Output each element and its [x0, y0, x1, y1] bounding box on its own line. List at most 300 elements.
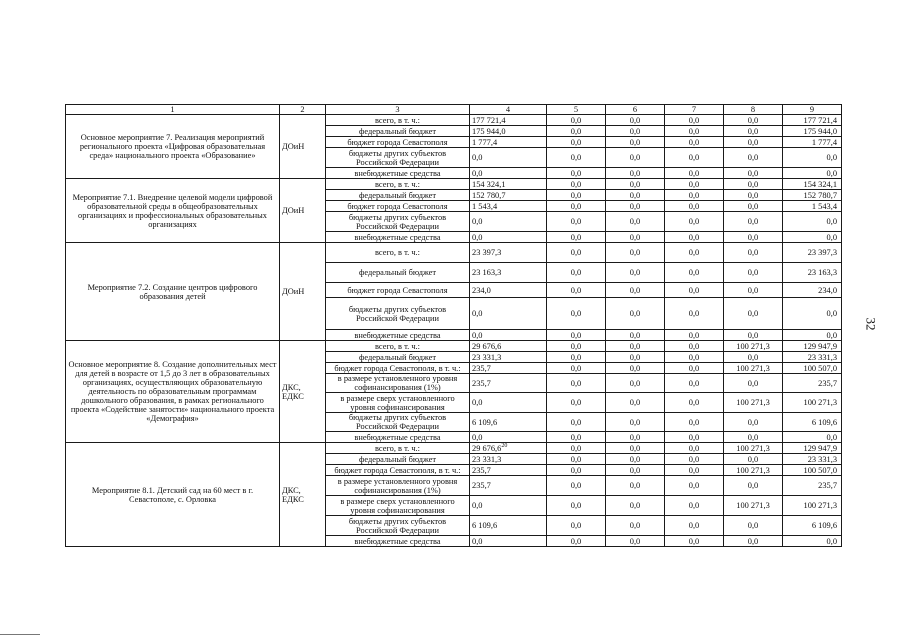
amount-value: 0,0: [747, 268, 759, 277]
amount-value: 0,0: [570, 190, 582, 200]
amount-value: 154 324,1: [472, 179, 506, 189]
amount-cell: [724, 283, 783, 298]
amount-value: 0,0: [688, 481, 700, 490]
amount-value: 0,0: [688, 190, 700, 200]
amount-value: 0,0: [570, 536, 582, 546]
amount-value: 1 777,4: [811, 137, 837, 147]
amount-value: 0,0: [688, 137, 700, 147]
funding-source: бюджет города Севастополя: [326, 137, 470, 148]
amount-value: 235,7: [472, 363, 491, 373]
amount-value: 0,0: [570, 443, 582, 453]
amount-cell: [547, 126, 606, 137]
amount-cell: [665, 115, 724, 126]
funding-source: бюджет города Севастополя, в т. ч.:: [326, 465, 470, 476]
amount-cell: [547, 393, 606, 413]
amount-value: 0,0: [688, 126, 700, 136]
amount-value: 6 109,6: [472, 521, 498, 530]
amount-cell: [783, 476, 842, 496]
amount-value: 1 543,4: [811, 201, 837, 211]
amount-value: 0,0: [629, 417, 641, 427]
amount-cell: [783, 263, 842, 283]
amount-cell: [724, 263, 783, 283]
amount-cell: [724, 179, 783, 190]
header-col-7: 7: [665, 105, 724, 115]
amount-cell: [547, 363, 606, 374]
amount-value: 100 271,3: [803, 398, 837, 407]
amount-value: 235,7: [472, 465, 491, 475]
amount-value: 0,0: [570, 232, 582, 242]
amount-cell: [783, 363, 842, 374]
event-title: Основное мероприятие 8. Создание дополнительных мест для детей в возрасте от 1,5 до 3 лет в образовательных организациях, осуществляющих образовательную деятельность по образовательным программам дошкольного образования, в рамках регионального проекта «Содействие занятости» национального проекта «Демография»: [66, 341, 280, 443]
amount-value: 0,0: [472, 536, 483, 546]
amount-value: 0,0: [629, 232, 641, 242]
amount-cell: [470, 374, 547, 393]
amount-cell: [470, 393, 547, 413]
amount-cell: [606, 330, 665, 341]
amount-cell: [665, 465, 724, 476]
funding-source: всего, в т. ч.:: [326, 115, 470, 126]
amount-cell: [665, 476, 724, 496]
amount-cell: [470, 190, 547, 201]
amount-cell: [665, 179, 724, 190]
amount-value: 6 109,6: [811, 521, 837, 530]
amount-value: 100 507,0: [803, 465, 837, 475]
amount-value: 0,0: [570, 454, 582, 464]
amount-value: 0,0: [629, 179, 641, 189]
amount-value: 0,0: [826, 309, 837, 318]
amount-cell: [665, 393, 724, 413]
funding-source: федеральный бюджет: [326, 352, 470, 363]
amount-cell: [606, 496, 665, 516]
amount-cell: [470, 263, 547, 283]
amount-cell: [665, 232, 724, 243]
amount-value: 0,0: [747, 201, 759, 211]
amount-cell: [470, 232, 547, 243]
amount-cell: [606, 201, 665, 212]
funding-source: федеральный бюджет: [326, 190, 470, 201]
executor-cell: ДКС, ЕДКС: [280, 341, 326, 443]
amount-cell: [606, 465, 665, 476]
amount-cell: [547, 454, 606, 465]
amount-cell: [470, 243, 547, 263]
amount-cell: [547, 536, 606, 547]
amount-cell: [470, 454, 547, 465]
amount-cell: [606, 516, 665, 536]
amount-cell: [606, 393, 665, 413]
header-row: [66, 105, 842, 115]
amount-value: 0,0: [688, 285, 700, 295]
amount-value: 0,0: [747, 454, 759, 464]
executor-cell: ДОиН: [280, 179, 326, 243]
amount-cell: [724, 363, 783, 374]
amount-cell: [606, 413, 665, 432]
amount-value: 0,0: [688, 268, 700, 277]
amount-value: 29 676,6: [472, 341, 502, 351]
funding-source: бюджет города Севастополя: [326, 283, 470, 298]
amount-cell: [606, 476, 665, 496]
amount-cell: [665, 374, 724, 393]
amount-cell: [547, 298, 606, 330]
amount-cell: [606, 190, 665, 201]
amount-value: 0,0: [747, 232, 759, 242]
event-title: Мероприятие 7.2. Создание центров цифрового образования детей: [66, 243, 280, 341]
executor-cell: ДКС, ЕДКС: [280, 443, 326, 547]
amount-cell: [783, 179, 842, 190]
amount-cell: [547, 432, 606, 443]
amount-value: 0,0: [688, 363, 700, 373]
amount-value: 0,0: [629, 115, 641, 125]
amount-value: 0,0: [688, 168, 700, 178]
amount-value: 100 271,3: [736, 443, 770, 453]
table-row: [66, 243, 842, 263]
amount-cell: [547, 516, 606, 536]
amount-cell: [783, 212, 842, 232]
amount-cell: [783, 148, 842, 168]
amount-value: 0,0: [570, 309, 582, 318]
amount-cell: [724, 465, 783, 476]
amount-cell: [547, 179, 606, 190]
amount-value: 175 944,0: [472, 126, 506, 136]
amount-value: 29 676,6: [472, 443, 502, 453]
amount-value: 0,0: [570, 363, 582, 373]
amount-value: 0,0: [747, 217, 759, 226]
amount-cell: [606, 432, 665, 443]
amount-cell: [606, 179, 665, 190]
amount-value: 0,0: [472, 217, 483, 226]
amount-value: 0,0: [472, 398, 483, 407]
amount-cell: [547, 115, 606, 126]
funding-source: в размере сверх установленного уровня софинансирования: [326, 393, 470, 413]
amount-value: 0,0: [629, 378, 641, 388]
amount-cell: [606, 454, 665, 465]
amount-value: 0,0: [747, 378, 759, 388]
amount-value: 0,0: [688, 330, 700, 340]
amount-cell: [470, 137, 547, 148]
amount-cell: [547, 232, 606, 243]
event-title: Основное мероприятие 7. Реализация мероприятий регионального проекта «Цифровая образовательная среда» национального проекта «Образование»: [66, 115, 280, 179]
amount-value: 0,0: [570, 378, 582, 388]
amount-cell: [783, 443, 842, 454]
amount-value: 0,0: [629, 398, 641, 407]
amount-value: 0,0: [688, 179, 700, 189]
amount-cell: [606, 212, 665, 232]
amount-cell: [606, 137, 665, 148]
amount-cell: [606, 374, 665, 393]
amount-value: 100 271,3: [736, 363, 770, 373]
amount-value: 0,0: [747, 352, 759, 362]
amount-cell: [606, 243, 665, 263]
amount-value: 0,0: [747, 432, 759, 442]
amount-cell: [783, 352, 842, 363]
amount-cell: [783, 115, 842, 126]
amount-value: 0,0: [688, 465, 700, 475]
amount-cell: [724, 536, 783, 547]
amount-value: 0,0: [826, 153, 837, 162]
amount-cell: [783, 341, 842, 352]
amount-cell: [724, 126, 783, 137]
amount-cell: [665, 516, 724, 536]
amount-cell: [547, 443, 606, 454]
amount-value: 0,0: [747, 309, 759, 318]
event-title: Мероприятие 8.1. Детский сад на 60 мест в г. Севастополе, с. Орловка: [66, 443, 280, 547]
amount-value: 235,7: [818, 378, 837, 388]
amount-value: 1 777,4: [472, 137, 498, 147]
amount-value: 0,0: [688, 217, 700, 226]
amount-value: 1 543,4: [472, 201, 498, 211]
amount-cell: [470, 432, 547, 443]
amount-cell: [547, 243, 606, 263]
amount-cell: [470, 476, 547, 496]
amount-cell: [665, 443, 724, 454]
amount-value: 0,0: [629, 363, 641, 373]
amount-value: 100 271,3: [736, 398, 770, 407]
amount-cell: [606, 443, 665, 454]
funding-source: в размере установленного уровня софинансирования (1%): [326, 374, 470, 393]
amount-value: 0,0: [688, 115, 700, 125]
header-col-3: 3: [326, 105, 470, 115]
funding-source: бюджеты других субъектов Российской Федерации: [326, 298, 470, 330]
amount-value: 0,0: [570, 501, 582, 510]
amount-value: 0,0: [472, 168, 483, 178]
amount-cell: [665, 201, 724, 212]
amount-value: 23 163,3: [807, 268, 837, 277]
amount-value: 0,0: [688, 309, 700, 318]
amount-value: 0,0: [629, 465, 641, 475]
amount-cell: [470, 341, 547, 352]
amount-cell: [470, 352, 547, 363]
amount-cell: [470, 363, 547, 374]
amount-cell: [783, 298, 842, 330]
amount-cell: [470, 536, 547, 547]
amount-cell: [547, 341, 606, 352]
amount-cell: [783, 374, 842, 393]
amount-cell: [665, 352, 724, 363]
amount-cell: [665, 212, 724, 232]
amount-value: 0,0: [629, 481, 641, 490]
amount-value: 0,0: [688, 248, 700, 257]
amount-value: 0,0: [826, 217, 837, 226]
amount-value: 0,0: [570, 285, 582, 295]
amount-cell: [724, 148, 783, 168]
amount-cell: [665, 496, 724, 516]
amount-value: 177 721,4: [803, 115, 837, 125]
funding-source: внебюджетные средства: [326, 168, 470, 179]
amount-cell: [470, 212, 547, 232]
amount-cell: [665, 137, 724, 148]
executor-cell: ДОиН: [280, 243, 326, 341]
header-col-2: 2: [280, 105, 326, 115]
amount-cell: [606, 363, 665, 374]
amount-cell: [783, 454, 842, 465]
amount-cell: [724, 443, 783, 454]
amount-cell: [724, 201, 783, 212]
funding-source: бюджеты других субъектов Российской Федерации: [326, 148, 470, 168]
amount-value: 0,0: [570, 341, 582, 351]
amount-cell: [783, 432, 842, 443]
amount-value: 6 109,6: [472, 417, 498, 427]
amount-cell: [665, 298, 724, 330]
amount-cell: [724, 341, 783, 352]
amount-value: 23 331,3: [472, 352, 502, 362]
amount-value: 0,0: [747, 536, 759, 546]
amount-value: 0,0: [688, 153, 700, 162]
amount-cell: [724, 413, 783, 432]
funding-source: федеральный бюджет: [326, 454, 470, 465]
amount-value: 0,0: [629, 330, 641, 340]
amount-value: 23 331,3: [472, 454, 502, 464]
amount-cell: [470, 201, 547, 212]
amount-cell: [606, 168, 665, 179]
amount-value: 0,0: [629, 341, 641, 351]
amount-value: 0,0: [747, 168, 759, 178]
header-col-5: 5: [547, 105, 606, 115]
bottom-rule: [0, 634, 40, 635]
amount-value: 0,0: [747, 137, 759, 147]
amount-cell: [665, 168, 724, 179]
amount-value: 0,0: [570, 352, 582, 362]
amount-cell: [783, 137, 842, 148]
amount-value: 152 780,7: [803, 190, 837, 200]
amount-value: 235,7: [818, 481, 837, 490]
funding-source: всего, в т. ч.:: [326, 341, 470, 352]
amount-value: 100 271,3: [736, 465, 770, 475]
amount-value: 0,0: [747, 248, 759, 257]
amount-value: 0,0: [747, 417, 759, 427]
table-row: [66, 443, 842, 454]
amount-value: 0,0: [688, 378, 700, 388]
header-col-1: 1: [66, 105, 280, 115]
amount-value: 0,0: [688, 352, 700, 362]
amount-value: 0,0: [747, 126, 759, 136]
amount-cell: [547, 496, 606, 516]
amount-cell: [606, 352, 665, 363]
executor-cell: ДОиН: [280, 115, 326, 179]
amount-cell: [470, 516, 547, 536]
amount-value: 129 947,9: [803, 341, 837, 351]
amount-cell: [783, 243, 842, 263]
amount-value: 0,0: [747, 179, 759, 189]
amount-cell: [547, 201, 606, 212]
amount-cell: [606, 232, 665, 243]
amount-value: 0,0: [570, 179, 582, 189]
amount-value: 6 109,6: [811, 417, 837, 427]
amount-cell: [724, 454, 783, 465]
amount-value: 0,0: [472, 232, 483, 242]
amount-cell: [665, 263, 724, 283]
amount-cell: [606, 536, 665, 547]
amount-cell: [783, 413, 842, 432]
amount-cell: [783, 126, 842, 137]
amount-cell: [665, 126, 724, 137]
amount-cell: [547, 137, 606, 148]
amount-cell: [547, 330, 606, 341]
amount-value: 0,0: [747, 330, 759, 340]
amount-value: 100 271,3: [803, 501, 837, 510]
amount-value: 235,7: [472, 481, 491, 490]
amount-cell: [724, 137, 783, 148]
amount-value: 0,0: [629, 352, 641, 362]
amount-cell: [724, 432, 783, 443]
funding-source: внебюджетные средства: [326, 432, 470, 443]
amount-value: 100 507,0: [803, 363, 837, 373]
amount-cell: [470, 413, 547, 432]
amount-value: 0,0: [570, 268, 582, 277]
amount-value: 23 331,3: [807, 454, 837, 464]
table-row: [66, 115, 842, 126]
amount-value: 0,0: [629, 153, 641, 162]
funding-source: внебюджетные средства: [326, 330, 470, 341]
amount-value: 0,0: [688, 521, 700, 530]
amount-value: 0,0: [472, 330, 483, 340]
amount-cell: [606, 263, 665, 283]
amount-cell: [783, 201, 842, 212]
amount-cell: [606, 115, 665, 126]
amount-value: 0,0: [747, 190, 759, 200]
amount-value: 0,0: [688, 232, 700, 242]
amount-value: 0,0: [629, 248, 641, 257]
amount-cell: [606, 298, 665, 330]
amount-value: 0,0: [570, 248, 582, 257]
funding-source: бюджеты других субъектов Российской Федерации: [326, 516, 470, 536]
amount-cell: [470, 168, 547, 179]
amount-value: 0,0: [629, 521, 641, 530]
amount-cell: [547, 148, 606, 168]
amount-value: 23 331,3: [807, 352, 837, 362]
funding-source: внебюджетные средства: [326, 232, 470, 243]
amount-value: 0,0: [688, 501, 700, 510]
amount-value: 152 780,7: [472, 190, 506, 200]
amount-value: 234,0: [818, 285, 837, 295]
amount-value: 100 271,3: [736, 341, 770, 351]
amount-value: 23 163,3: [472, 268, 502, 277]
amount-value: 177 721,4: [472, 115, 506, 125]
amount-value: 234,0: [472, 285, 491, 295]
amount-cell: [470, 465, 547, 476]
amount-value: 0,0: [570, 398, 582, 407]
amount-cell: [783, 496, 842, 516]
footnote-mark: 20: [501, 442, 508, 449]
amount-value: 0,0: [629, 536, 641, 546]
funding-source: федеральный бюджет: [326, 126, 470, 137]
amount-value: 0,0: [747, 481, 759, 490]
amount-cell: [547, 465, 606, 476]
amount-cell: [724, 190, 783, 201]
amount-cell: [470, 298, 547, 330]
amount-cell: [470, 115, 547, 126]
amount-cell: [665, 190, 724, 201]
amount-value: 0,0: [629, 443, 641, 453]
amount-cell: [470, 126, 547, 137]
amount-cell: [783, 465, 842, 476]
amount-value: 0,0: [570, 137, 582, 147]
amount-cell: [724, 115, 783, 126]
page-number: 32: [863, 317, 879, 331]
amount-cell: [665, 454, 724, 465]
amount-cell: [724, 516, 783, 536]
amount-cell: [665, 432, 724, 443]
amount-value: 235,7: [472, 378, 491, 388]
amount-cell: [724, 393, 783, 413]
amount-value: 0,0: [688, 201, 700, 211]
event-title: Мероприятие 7.1. Внедрение целевой модели цифровой образовательной среды в общеобразовательных организациях и профессиональных образовательных организациях: [66, 179, 280, 243]
amount-cell: [783, 516, 842, 536]
amount-value: 0,0: [570, 168, 582, 178]
amount-value: 0,0: [688, 536, 700, 546]
amount-cell: [724, 212, 783, 232]
amount-cell: [606, 341, 665, 352]
budget-table: [65, 104, 842, 547]
funding-source: бюджет города Севастополя: [326, 201, 470, 212]
